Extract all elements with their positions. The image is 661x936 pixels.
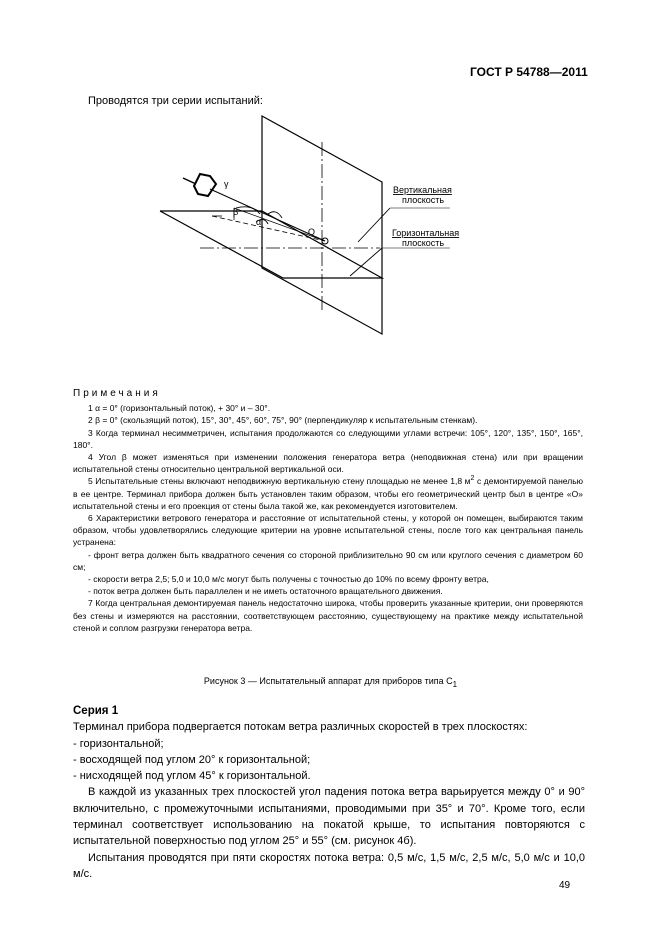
figure-caption: Рисунок 3 — Испытательный аппарат для приборов типа $С_1$ [203,676,458,689]
series-paragraph-3: Испытания проводятся при пяти скоростях потока ветра: 0,5 м/с, 1,5 м/с, 2,5 м/с, 5,0 м/с и 10,0 м/с. [73,851,585,880]
vertical-plane-label-1: Вертикальная [393,185,452,195]
gamma-symbol: γ [224,179,229,189]
test-apparatus-figure [150,112,510,382]
intro-text: Проводятся три серии испытаний: [88,95,263,107]
notes-title: Примечания [73,388,161,399]
page-number: 49 [559,880,571,891]
document-header: ГОСТ Р 54788—2011 [470,65,588,79]
figure-notes [73,388,583,634]
wind-generator-shape [194,174,216,196]
note-6: 6 Характеристики ветрового генератора и расстояние от испытательной стены, у которой он помещен, выбираются таким образом, чтобы удовлетворялись следующие критерии на уровне испытательной стены, после того как центральная панель устранена: [73,513,583,548]
vertical-plane-label-2: плоскость [402,195,445,205]
note-6-bullet-2: - скорости ветра 2,5; 5,0 и 10,0 м/с могут быть получены с точностью до 10% по всему фронту ветра, [88,574,489,585]
horizontal-plane-label-1: Горизонтальная [392,228,460,238]
series-paragraph-2: В каждой из указанных трех плоскостей угол падения потока ветра варьируется между 0° и 90° включительно, с промежуточными испытаниями, проводимыми при 35° и 70°. Кроме того, если терминал соответствует использованию на покатой крыше, то испытания повторяются с испытательной поверхностью под углом 25° и 55° (см. рисунок 4б). [73,786,585,848]
o-symbol: O [308,227,316,237]
note-3: 3 Когда терминал несимметричен, испытания продолжаются со следующими углами встречи: 105°, 120°, 135°, 150°, 165°, 180°. [73,427,583,450]
beta-symbol: β [233,207,239,217]
note-6-bullet-1: - фронт ветра должен быть квадратного сечения со стороной приблизительно 90 см или круглого сечения с диаметром 60 см; [73,549,583,572]
series-paragraph-1: Терминал прибора подвергается потокам ветра различных скоростей в трех плоскостях: [73,721,528,734]
note-6-bullet-3: - поток ветра должен быть параллелен и не иметь остаточного вращательного движения. [88,586,443,597]
series-bullet-2: - восходящей под углом 20° к горизонтальной; [73,753,311,766]
note-2: 2 β = 0° (скользящий поток), 15°, 30°, 45°, 60°, 75°, 90° (перпендикуляр к испытательным стенкам). [88,415,478,426]
note-7: 7 Когда центральная демонтируемая панель недостаточно широка, чтобы проверить указанные критерии, они проверяются без стены и измеряются на расстоянии, соответствующем расстоянию, существующему на практике между испытательной стеной и соплом разгрузки генератора ветра. [73,598,583,633]
series-title: Серия 1 [73,705,119,717]
note-4: 4 Угол β может изменяться при изменении положения генератора ветра (неподвижная стена) или при вращении испытательной стены относительно центральной вертикальной оси. [73,452,583,475]
horizontal-plane-label-2: плоскость [402,238,445,248]
series-bullet-1: - горизонтальной; [73,737,164,750]
note-5: 5 Испытательные стены включают неподвижную вертикальную стену площадью не менее 1,8 $м^2$ с демонтируемой панелью в ее центре. Терминал прибора должен быть установлен таким образом, чтобы его геометрический центр был в центре «О» испытательной стены и его проекция от стены была такой же, как рекомендуется изготовителем. [73,475,584,511]
alpha-symbol: α [256,217,262,227]
note-1: 1 α = 0° (горизонтальный поток), + 30° и – 30°. [88,403,271,414]
series-1-section [73,703,585,882]
vertical-plane-leader [358,208,390,242]
series-bullet-3: - нисходящей под углом 45° к горизонтальной. [73,770,311,783]
